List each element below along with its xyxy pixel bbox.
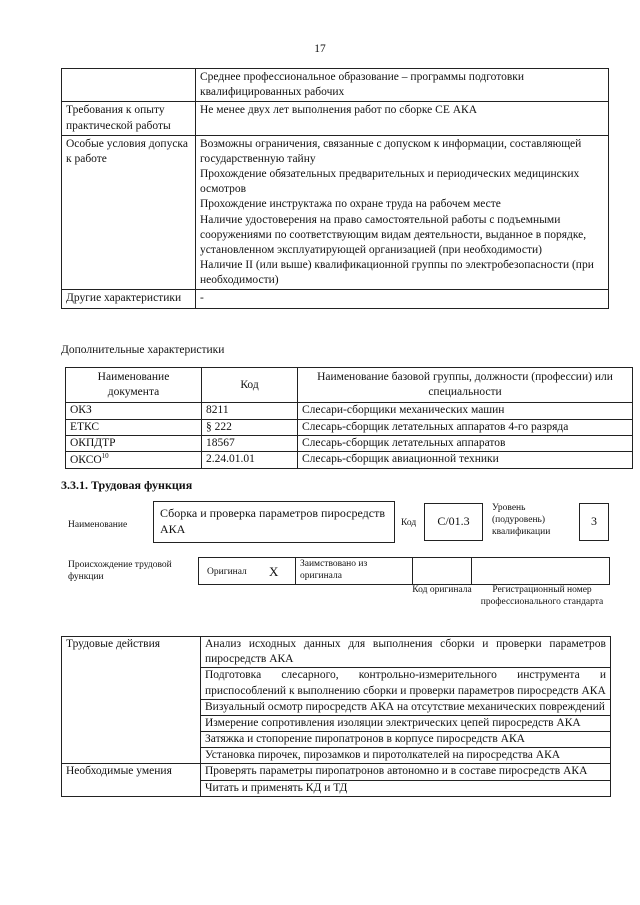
borrowed-cell (295, 557, 413, 585)
row-label: Требования к опыту практической работы (62, 102, 196, 135)
level-box (579, 503, 609, 541)
reg-number-cell (471, 557, 610, 585)
action-item: Затяжка и стопорение пиропатронов в корпусе пиросредств АКА (201, 732, 611, 748)
original-mark: X (269, 564, 279, 579)
table-row (62, 69, 609, 102)
cell-doc: ОКПДТР (66, 435, 202, 451)
cell-code: 8211 (202, 403, 298, 419)
action-item: Подготовка слесарного, контрольно-измерительного инструмента и приспособлений к выполнению сборки и проверки параметров пиросредств АКА (201, 668, 611, 699)
row-value: Не менее двух лет выполнения работ по сборке СЕ АКА (196, 102, 609, 135)
table-row (62, 764, 611, 780)
function-code: C/01.3 (437, 514, 470, 529)
skill-item: Читать и применять КД и ТД (201, 780, 611, 796)
name-label: Наименование (68, 520, 128, 530)
header-code: Код (202, 368, 298, 403)
cell-code: 2.24.01.01 (202, 451, 298, 468)
row-value: Возможны ограничения, связанные с допуском к информации, составляющей государственную тайну Прохождение обязательных предварительных и периодических медицинских осмотров Прохождение инструктажа по охране труда на рабочем месте Наличие удостоверения на право самостоятельной работы с подъемными сооружениями по соответствующим видам деятельности, выданное в порядке, установленном эксплуатирующей организацией (при необходимости) Наличие II (или выше) квалификационной группы по электробезопасности (при необходимости) (196, 135, 609, 290)
action-item: Установка пирочек, пирозамков и пиротолкателей на пиросредства АКА (201, 748, 611, 764)
code-label: Код (401, 518, 417, 528)
section-title: 3.3.1. Трудовая функция (61, 478, 193, 492)
table-row (66, 451, 633, 468)
code-original-cell (412, 557, 472, 585)
cell-name: Слесарь-сборщик летательных аппаратов 4-го разряда (298, 419, 633, 435)
level-value: 3 (591, 514, 597, 529)
page-number: 17 (314, 43, 326, 55)
function-name: Сборка и проверка параметров пиросредств АКА (160, 506, 385, 536)
level-label: Уровень (подуровень) квалификации (492, 503, 551, 537)
table-row (62, 102, 609, 135)
table-row (66, 403, 633, 419)
additional-heading: Дополнительные характеристики (61, 344, 225, 356)
row-value: - (196, 290, 609, 308)
original-label: Оригинал (207, 567, 247, 577)
cell-code: § 222 (202, 419, 298, 435)
row-label (62, 69, 196, 102)
row-label: Особые условия допуска к работе (62, 135, 196, 290)
row-value: Среднее профессиональное образование – программы подготовки квалифицированных рабочих (196, 69, 609, 102)
cell-name: Слесарь-сборщик авиационной техники (298, 451, 633, 468)
cell-doc: ОКЗ (66, 403, 202, 419)
table-header-row (66, 368, 633, 403)
cell-code: 18567 (202, 435, 298, 451)
actions-label: Трудовые действия (62, 637, 201, 764)
origin-boxes (198, 557, 610, 585)
original-cell (198, 557, 296, 585)
header-name: Наименование базовой группы, должности (профессии) или специальности (298, 368, 633, 403)
skill-item: Проверять параметры пиропатронов автономно и в составе пиросредств АКА (201, 764, 611, 780)
cell-name: Слесарь-сборщик летательных аппаратов (298, 435, 633, 451)
table-row (66, 435, 633, 451)
table-row (62, 135, 609, 290)
action-item: Анализ исходных данных для выполнения сборки и проверки параметров пиросредств АКА (201, 637, 611, 668)
cell-doc: ОКСО$^{10}$ (66, 451, 202, 468)
cell-name: Слесари-сборщики механических машин (298, 403, 633, 419)
action-item: Измерение сопротивления изоляции электрических цепей пиросредств АКА (201, 715, 611, 731)
row-label: Другие характеристики (62, 290, 196, 308)
origin-label: Происхождение трудовой функции (68, 560, 172, 582)
action-item: Визуальный осмотр пиросредств АКА на отсутствие механических повреждений (201, 699, 611, 715)
function-name-box (153, 501, 395, 543)
function-code-box (424, 503, 483, 541)
footnote-ref: 10 (101, 451, 109, 460)
cell-doc: ЕТКС (66, 419, 202, 435)
table-row (66, 419, 633, 435)
header-document: Наименование документа (66, 368, 202, 403)
code-original-caption: Код оригинала (412, 585, 472, 595)
labor-actions-table (61, 636, 611, 797)
borrowed-label: Заимствовано из оригинала (300, 559, 368, 581)
reg-number-caption: Регистрационный номер профессионального стандарта (480, 585, 604, 607)
table-row (62, 290, 609, 308)
skills-label: Необходимые умения (62, 764, 201, 796)
classifier-table (65, 367, 633, 469)
table-row (62, 637, 611, 668)
qualification-table (61, 68, 609, 309)
